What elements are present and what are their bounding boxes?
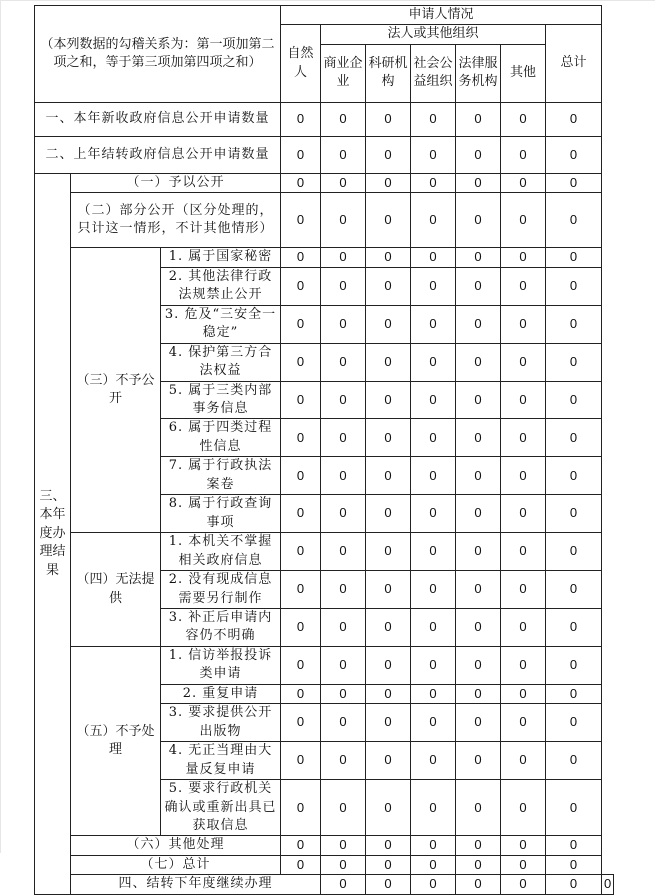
value-cell: 0 (456, 646, 501, 684)
value-cell: 0 (501, 684, 546, 703)
item-three-security: 3. 危及“三安全一稳定” (161, 305, 281, 343)
item-process-info: 6. 属于四类过程性信息 (161, 419, 281, 457)
table-row (35, 533, 614, 571)
value-cell: 0 (411, 704, 456, 742)
value-cell: 0 (321, 608, 366, 646)
value-cell: 0 (456, 419, 501, 457)
item-publications: 3. 要求提供公开出版物 (161, 704, 281, 742)
value-cell: 0 (456, 836, 501, 855)
value-cell: 0 (411, 136, 456, 173)
header-other: 其他 (501, 44, 546, 102)
value-cell: 0 (456, 267, 501, 305)
value-cell: 0 (366, 704, 411, 742)
value-cell: 0 (321, 248, 366, 267)
value-cell: 0 (321, 742, 366, 780)
value-cell: 0 (321, 136, 366, 173)
value-cell: 0 (411, 646, 456, 684)
value-cell: 0 (321, 780, 366, 836)
value-cell: 0 (281, 305, 321, 343)
value-cell: 0 (281, 684, 321, 703)
group-other-handling: （六）其他处理 (71, 836, 281, 855)
value-cell: 0 (281, 343, 321, 381)
table-row (35, 646, 614, 684)
value-cell: 0 (546, 381, 602, 419)
value-cell: 0 (281, 248, 321, 267)
table-row-other-handling (35, 836, 614, 855)
value-cell: 0 (321, 173, 366, 192)
value-cell: 0 (456, 855, 501, 874)
group-total: （七）总计 (71, 855, 281, 874)
value-cell: 0 (501, 381, 546, 419)
header-legal-group: 法人或其他组织 (321, 25, 546, 44)
value-cell: 0 (501, 836, 546, 855)
value-cell: 0 (501, 457, 546, 495)
value-cell: 0 (366, 173, 411, 192)
value-cell: 0 (366, 855, 411, 874)
section-carried-over: 二、上年结转政府信息公开申请数量 (35, 136, 281, 173)
group-not-processed: （五）不予处理 (71, 646, 161, 836)
value-cell: 0 (501, 495, 546, 533)
header-natural-person: 自然人 (281, 25, 321, 102)
group-disclosed: （一）予以公开 (71, 173, 281, 192)
item-mass-repeated: 4. 无正当理由大量反复申请 (161, 742, 281, 780)
value-cell: 0 (411, 571, 456, 609)
value-cell: 0 (456, 608, 501, 646)
value-cell: 0 (411, 608, 456, 646)
value-cell: 0 (546, 419, 602, 457)
value-cell: 0 (546, 173, 602, 192)
value-cell: 0 (456, 571, 501, 609)
group-not-disclosed: （三）不予公开 (71, 248, 161, 533)
value-cell: 0 (366, 193, 411, 248)
value-cell: 0 (501, 419, 546, 457)
value-cell: 0 (411, 102, 456, 136)
value-cell: 0 (321, 704, 366, 742)
value-cell: 0 (321, 102, 366, 136)
value-cell: 0 (366, 381, 411, 419)
value-cell: 0 (281, 571, 321, 609)
item-state-secret: 1. 属于国家秘密 (161, 248, 281, 267)
value-cell: 0 (411, 381, 456, 419)
value-cell: 0 (411, 173, 456, 192)
value-cell: 0 (546, 136, 602, 173)
value-cell: 0 (501, 102, 546, 136)
value-cell: 0 (546, 495, 602, 533)
value-cell: 0 (321, 267, 366, 305)
value-cell: 0 (546, 305, 602, 343)
value-cell: 0 (321, 457, 366, 495)
value-cell: 0 (546, 248, 602, 267)
header-commercial: 商业企业 (321, 44, 366, 102)
value-cell: 0 (546, 343, 602, 381)
value-cell: 0 (281, 267, 321, 305)
value-cell: 0 (411, 343, 456, 381)
value-cell: 0 (366, 305, 411, 343)
table-row-partial (35, 193, 614, 248)
value-cell: 0 (501, 343, 546, 381)
value-cell: 0 (546, 102, 602, 136)
value-cell: 0 (546, 875, 602, 894)
value-cell: 0 (321, 571, 366, 609)
value-cell: 0 (366, 102, 411, 136)
value-cell: 0 (546, 533, 602, 571)
value-cell: 0 (546, 855, 602, 874)
item-not-held: 1. 本机关不掌握相关政府信息 (161, 533, 281, 571)
value-cell: 0 (366, 495, 411, 533)
value-cell: 0 (411, 533, 456, 571)
group-partial: （二）部分公开（区分处理的，只计这一情形，不计其他情形） (71, 193, 281, 248)
top-guide-line (0, 0, 655, 1)
value-cell: 0 (366, 875, 411, 894)
value-cell: 0 (321, 533, 366, 571)
value-cell: 0 (366, 248, 411, 267)
value-cell: 0 (366, 419, 411, 457)
value-cell: 0 (281, 193, 321, 248)
value-cell: 0 (546, 608, 602, 646)
header-research: 科研机构 (366, 44, 411, 102)
value-cell: 0 (281, 381, 321, 419)
value-cell: 0 (281, 533, 321, 571)
item-enforcement-files: 7. 属于行政执法案卷 (161, 457, 281, 495)
value-cell: 0 (602, 875, 614, 894)
value-cell: 0 (321, 855, 366, 874)
value-cell: 0 (501, 305, 546, 343)
value-cell: 0 (501, 173, 546, 192)
value-cell: 0 (321, 646, 366, 684)
value-cell: 0 (546, 571, 602, 609)
value-cell: 0 (281, 495, 321, 533)
section-new-applications: 一、本年新收政府信息公开申请数量 (35, 102, 281, 136)
item-law-prohibited: 2. 其他法律行政法规禁止公开 (161, 267, 281, 305)
value-cell: 0 (281, 646, 321, 684)
item-petition: 1. 信访举报投诉类申请 (161, 646, 281, 684)
value-cell: 0 (366, 457, 411, 495)
value-cell: 0 (411, 495, 456, 533)
value-cell: 0 (411, 305, 456, 343)
value-cell: 0 (456, 533, 501, 571)
value-cell: 0 (456, 305, 501, 343)
value-cell: 0 (456, 704, 501, 742)
item-reconfirm: 5. 要求行政机关确认或重新出具已获取信息 (161, 780, 281, 836)
value-cell: 0 (456, 457, 501, 495)
item-admin-query: 8. 属于行政查询事项 (161, 495, 281, 533)
item-repeated: 2. 重复申请 (161, 684, 281, 703)
table-note: （本列数据的勾稽关系为：第一项加第二项之和，等于第三项加第四项之和） (35, 6, 281, 103)
value-cell: 0 (411, 248, 456, 267)
value-cell: 0 (281, 457, 321, 495)
value-cell: 0 (456, 248, 501, 267)
value-cell: 0 (546, 457, 602, 495)
value-cell: 0 (411, 419, 456, 457)
value-cell: 0 (411, 193, 456, 248)
group-unable-provide: （四）无法提供 (71, 533, 161, 647)
value-cell: 0 (366, 533, 411, 571)
value-cell: 0 (366, 742, 411, 780)
value-cell: 0 (321, 343, 366, 381)
value-cell: 0 (546, 780, 602, 836)
table-row-total (35, 855, 614, 874)
value-cell: 0 (546, 684, 602, 703)
header-social: 社会公益组织 (411, 44, 456, 102)
value-cell: 0 (321, 836, 366, 855)
value-cell: 0 (281, 855, 321, 874)
value-cell: 0 (456, 495, 501, 533)
value-cell: 0 (321, 495, 366, 533)
value-cell: 0 (501, 780, 546, 836)
header-applicant-situation: 申请人情况 (281, 6, 602, 25)
value-cell: 0 (366, 343, 411, 381)
value-cell: 0 (411, 836, 456, 855)
disclosure-statistics-table (34, 5, 614, 895)
value-cell: 0 (456, 173, 501, 192)
value-cell: 0 (281, 419, 321, 457)
value-cell: 0 (501, 855, 546, 874)
section-next-year: 四、结转下年度继续办理 (71, 875, 321, 894)
value-cell: 0 (456, 343, 501, 381)
value-cell: 0 (411, 742, 456, 780)
value-cell: 0 (281, 173, 321, 192)
value-cell: 0 (321, 419, 366, 457)
value-cell: 0 (366, 836, 411, 855)
value-cell: 0 (456, 684, 501, 703)
value-cell: 0 (546, 836, 602, 855)
table-row-new-applications (35, 102, 614, 136)
value-cell: 0 (546, 193, 602, 248)
value-cell: 0 (411, 875, 456, 894)
value-cell: 0 (501, 193, 546, 248)
value-cell: 0 (281, 836, 321, 855)
section-results: 三、本年度办理结果 (35, 173, 71, 894)
item-internal-affairs: 5. 属于三类内部事务信息 (161, 381, 281, 419)
value-cell: 0 (501, 608, 546, 646)
item-still-unclear: 3. 补正后申请内容仍不明确 (161, 608, 281, 646)
value-cell: 0 (456, 136, 501, 173)
value-cell: 0 (321, 305, 366, 343)
item-needs-creation: 2. 没有现成信息需要另行制作 (161, 571, 281, 609)
value-cell: 0 (366, 684, 411, 703)
value-cell: 0 (321, 875, 366, 894)
header-row-1 (35, 6, 614, 25)
value-cell: 0 (546, 646, 602, 684)
value-cell: 0 (501, 267, 546, 305)
value-cell: 0 (456, 193, 501, 248)
value-cell: 0 (281, 136, 321, 173)
value-cell: 0 (366, 780, 411, 836)
value-cell: 0 (366, 608, 411, 646)
value-cell: 0 (366, 136, 411, 173)
value-cell: 0 (411, 855, 456, 874)
value-cell: 0 (411, 457, 456, 495)
value-cell: 0 (366, 267, 411, 305)
header-legal-service: 法律服务机构 (456, 44, 501, 102)
value-cell: 0 (456, 381, 501, 419)
value-cell: 0 (281, 742, 321, 780)
value-cell: 0 (501, 742, 546, 780)
value-cell: 0 (321, 193, 366, 248)
table-row-disclosed (35, 173, 614, 192)
value-cell: 0 (501, 571, 546, 609)
value-cell: 0 (411, 267, 456, 305)
value-cell: 0 (411, 684, 456, 703)
value-cell: 0 (456, 742, 501, 780)
left-guide-line (0, 0, 1, 853)
value-cell: 0 (456, 102, 501, 136)
value-cell: 0 (281, 704, 321, 742)
table-row-next-year (35, 875, 614, 894)
value-cell: 0 (321, 381, 366, 419)
value-cell: 0 (546, 742, 602, 780)
value-cell: 0 (456, 780, 501, 836)
item-third-party: 4. 保护第三方合法权益 (161, 343, 281, 381)
value-cell: 0 (501, 704, 546, 742)
value-cell: 0 (366, 571, 411, 609)
value-cell: 0 (411, 780, 456, 836)
value-cell: 0 (501, 646, 546, 684)
value-cell: 0 (281, 608, 321, 646)
value-cell: 0 (321, 684, 366, 703)
value-cell: 0 (501, 248, 546, 267)
header-total: 总计 (546, 25, 602, 102)
value-cell: 0 (501, 875, 546, 894)
value-cell: 0 (366, 646, 411, 684)
value-cell: 0 (281, 102, 321, 136)
value-cell: 0 (501, 136, 546, 173)
table-row (35, 248, 614, 267)
value-cell: 0 (546, 267, 602, 305)
value-cell: 0 (281, 780, 321, 836)
value-cell: 0 (456, 875, 501, 894)
value-cell: 0 (546, 704, 602, 742)
table-row-carried-over (35, 136, 614, 173)
value-cell: 0 (501, 533, 546, 571)
